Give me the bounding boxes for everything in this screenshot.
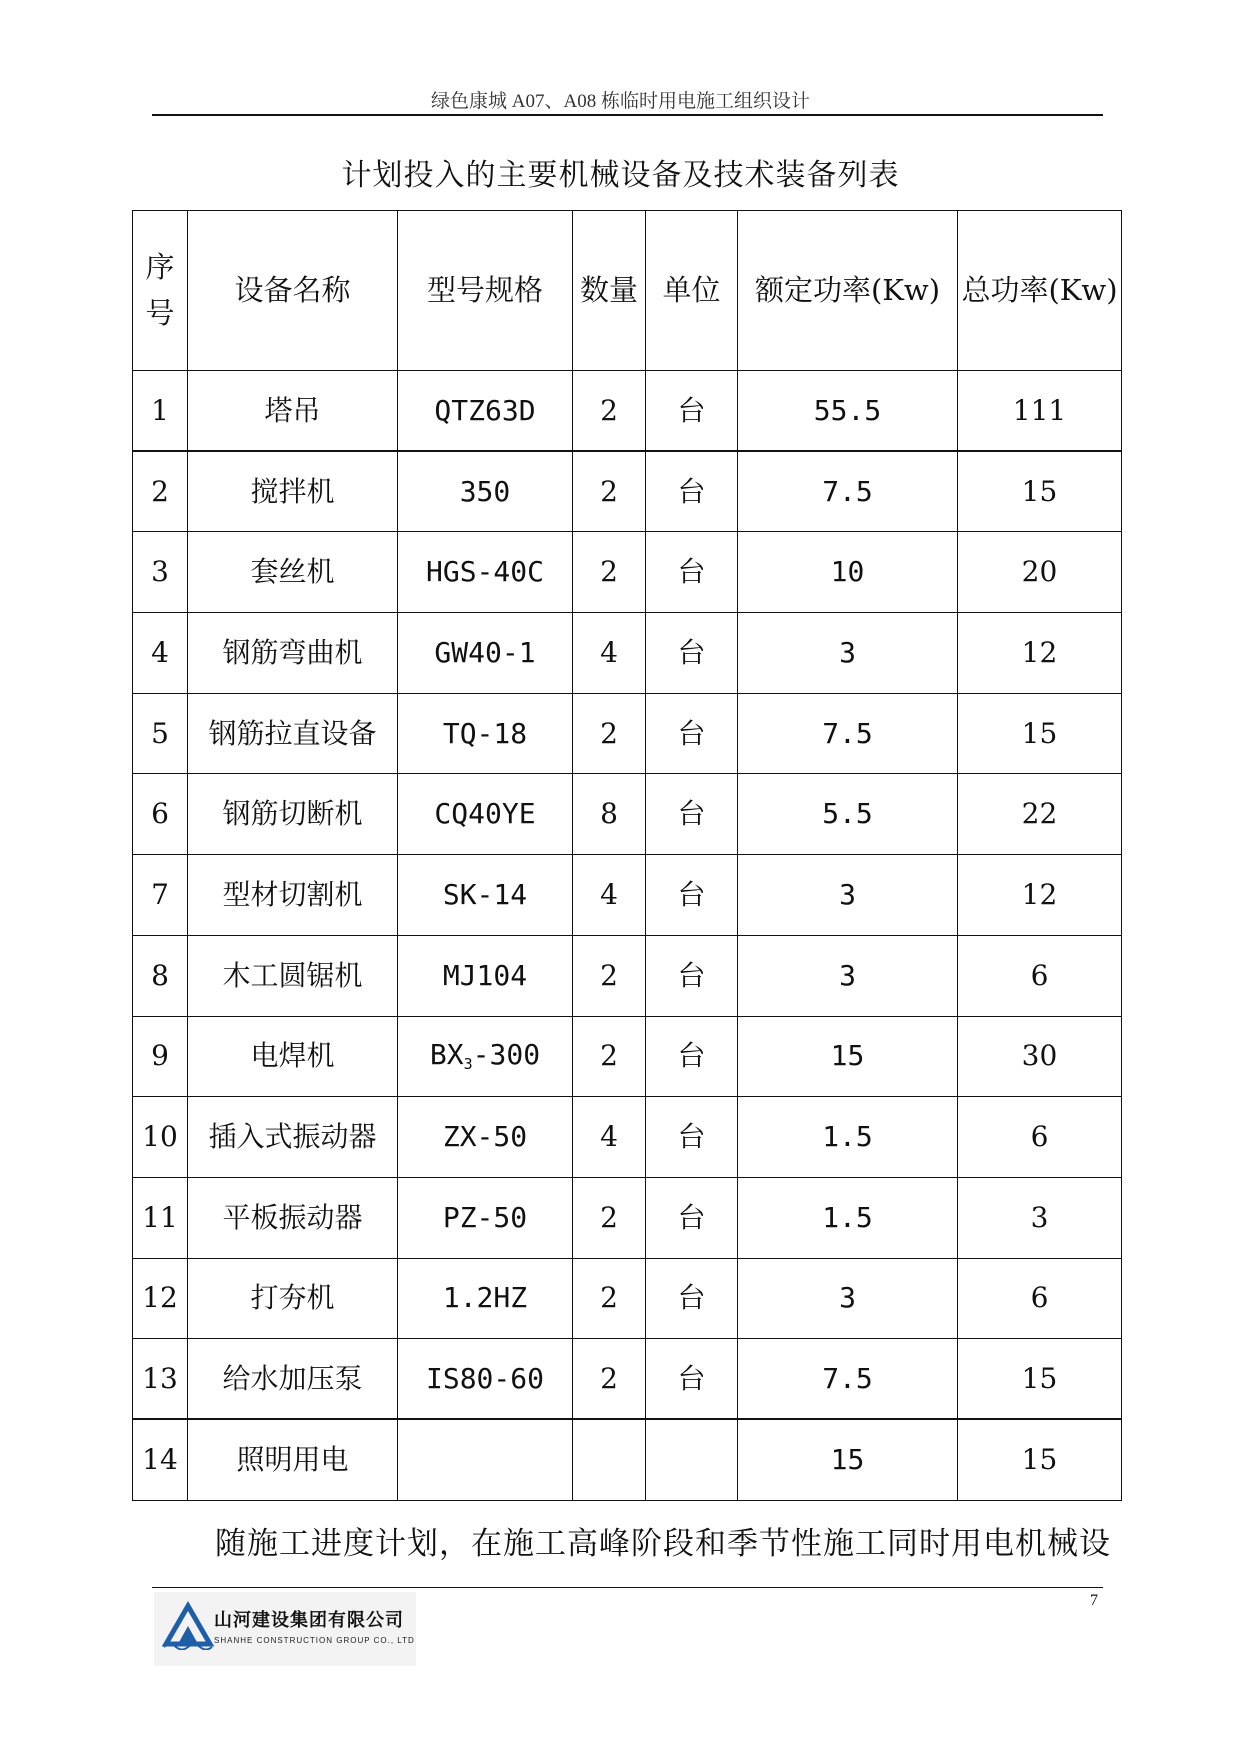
cell-unit: 台: [646, 532, 738, 613]
cell-total-power: 15: [958, 451, 1122, 532]
cell-model: [398, 371, 573, 452]
cell-qty: 2: [573, 935, 646, 1016]
model-text: PZ-50: [442, 1200, 528, 1234]
cell-seq: 14: [133, 1419, 188, 1500]
cell-name: 插入式振动器: [188, 1097, 398, 1178]
table-row: [133, 774, 1122, 855]
cell-name: 照明用电: [188, 1419, 398, 1500]
cell-unit: 台: [646, 1258, 738, 1339]
cell-seq: 7: [133, 855, 188, 936]
cell-model: [398, 1419, 573, 1500]
table-row: [133, 693, 1122, 774]
cell-total-power: 12: [958, 613, 1122, 694]
cell-total-power: 111: [958, 371, 1122, 452]
header-divider: [152, 114, 1103, 116]
footnote-text: 随施工进度计划，在施工高峰阶段和季节性施工同时用电机械设: [215, 1526, 1111, 1562]
cell-total-power: 15: [958, 693, 1122, 774]
cell-qty: 2: [573, 1339, 646, 1420]
cell-total-power: 15: [958, 1419, 1122, 1500]
model-text: TQ-18: [442, 716, 528, 750]
cell-model: [398, 1177, 573, 1258]
model-text: MJ104: [442, 958, 528, 992]
cell-total-power: 6: [958, 935, 1122, 1016]
page-number: 7: [1090, 1592, 1098, 1609]
col-header-seq-line1: 序: [145, 250, 175, 285]
cell-unit: 台: [646, 451, 738, 532]
cell-seq: 12: [133, 1258, 188, 1339]
cell-model: [398, 693, 573, 774]
cell-qty: 2: [573, 532, 646, 613]
company-name-cn: 山河建设集团有限公司: [214, 1610, 404, 1631]
cell-seq: 5: [133, 693, 188, 774]
table-row: [133, 1419, 1122, 1500]
cell-unit: 台: [646, 693, 738, 774]
col-header-rated-power: 额定功率(Kw): [738, 211, 958, 371]
cell-seq: 13: [133, 1339, 188, 1420]
table-title: 计划投入的主要机械设备及技术装备列表: [341, 158, 900, 193]
cell-rated-power: 55.5: [738, 371, 958, 452]
cell-rated-power: 3: [738, 613, 958, 694]
cell-rated-power: 15: [738, 1016, 958, 1097]
col-header-seq-line2: 号: [145, 295, 175, 330]
cell-model: [398, 451, 573, 532]
page-header: 绿色康城 A07、A08 栋临时用电施工组织设计: [431, 91, 810, 112]
cell-rated-power: 7.5: [738, 1339, 958, 1420]
cell-name: 型材切割机: [188, 855, 398, 936]
cell-name: 打夯机: [188, 1258, 398, 1339]
model-text: GW40-1: [434, 635, 536, 669]
cell-total-power: 22: [958, 774, 1122, 855]
cell-total-power: 30: [958, 1016, 1122, 1097]
cell-rated-power: 3: [738, 1258, 958, 1339]
cell-rated-power: 3: [738, 935, 958, 1016]
cell-model: [398, 935, 573, 1016]
cell-unit: 台: [646, 1097, 738, 1178]
cell-model: [398, 1016, 573, 1097]
model-text: HGS-40C: [425, 555, 544, 589]
cell-qty: 2: [573, 451, 646, 532]
cell-seq: 11: [133, 1177, 188, 1258]
cell-model: [398, 613, 573, 694]
model-text: BX: [429, 1038, 464, 1072]
table-row: [133, 532, 1122, 613]
cell-qty: [573, 1419, 646, 1500]
cell-unit: 台: [646, 1016, 738, 1097]
cell-total-power: 15: [958, 1339, 1122, 1420]
cell-qty: 2: [573, 1258, 646, 1339]
table-row: [133, 1016, 1122, 1097]
cell-seq: 2: [133, 451, 188, 532]
company-name-en: SHANHE CONSTRUCTION GROUP CO., LTD: [214, 1636, 415, 1645]
cell-unit: 台: [646, 1339, 738, 1420]
model-text: 350: [459, 474, 511, 508]
cell-rated-power: 3: [738, 855, 958, 936]
cell-unit: 台: [646, 371, 738, 452]
cell-qty: 4: [573, 613, 646, 694]
cell-unit: 台: [646, 855, 738, 936]
cell-name: 给水加压泵: [188, 1339, 398, 1420]
col-header-total-power: 总功率(Kw): [958, 211, 1122, 371]
cell-seq: 10: [133, 1097, 188, 1178]
model-text: ZX-50: [442, 1119, 528, 1153]
col-header-qty: 数量: [573, 211, 646, 371]
cell-qty: 2: [573, 1177, 646, 1258]
cell-name: 电焊机: [188, 1016, 398, 1097]
table-row: [133, 855, 1122, 936]
cell-model: [398, 1339, 573, 1420]
cell-seq: 4: [133, 613, 188, 694]
cell-model: [398, 855, 573, 936]
cell-rated-power: 10: [738, 532, 958, 613]
cell-model: [398, 532, 573, 613]
cell-rated-power: 5.5: [738, 774, 958, 855]
cell-name: 钢筋弯曲机: [188, 613, 398, 694]
cell-name: 塔吊: [188, 371, 398, 452]
table-row: [133, 1097, 1122, 1178]
table-row: [133, 1339, 1122, 1420]
cell-seq: 6: [133, 774, 188, 855]
cell-name: 木工圆锯机: [188, 935, 398, 1016]
cell-total-power: 6: [958, 1097, 1122, 1178]
equipment-table: [132, 210, 1122, 1501]
cell-unit: 台: [646, 1177, 738, 1258]
cell-rated-power: 15: [738, 1419, 958, 1500]
company-logo: [154, 1592, 416, 1666]
table-row: [133, 613, 1122, 694]
table-row: [133, 371, 1122, 452]
cell-total-power: 12: [958, 855, 1122, 936]
cell-name: 钢筋拉直设备: [188, 693, 398, 774]
cell-rated-power: 1.5: [738, 1097, 958, 1178]
cell-name: 平板振动器: [188, 1177, 398, 1258]
cell-qty: 8: [573, 774, 646, 855]
col-header-name: 设备名称: [188, 211, 398, 371]
cell-total-power: 3: [958, 1177, 1122, 1258]
cell-unit: [646, 1419, 738, 1500]
cell-rated-power: 1.5: [738, 1177, 958, 1258]
cell-qty: 4: [573, 855, 646, 936]
cell-qty: 4: [573, 1097, 646, 1178]
cell-name: 套丝机: [188, 532, 398, 613]
table-row: [133, 451, 1122, 532]
cell-rated-power: 7.5: [738, 451, 958, 532]
col-header-model: 型号规格: [398, 211, 573, 371]
model-text: QTZ63D: [434, 393, 536, 427]
cell-seq: 8: [133, 935, 188, 1016]
footer-divider: [152, 1587, 1103, 1588]
cell-unit: 台: [646, 935, 738, 1016]
model-text: IS80-60: [425, 1361, 544, 1395]
model-suffix: -300: [472, 1038, 541, 1072]
cell-model: [398, 774, 573, 855]
cell-seq: 3: [133, 532, 188, 613]
cell-model: [398, 1258, 573, 1339]
company-logo-icon: [162, 1600, 218, 1650]
cell-seq: 1: [133, 371, 188, 452]
cell-qty: 2: [573, 371, 646, 452]
cell-unit: 台: [646, 774, 738, 855]
cell-seq: 9: [133, 1016, 188, 1097]
cell-total-power: 20: [958, 532, 1122, 613]
cell-qty: 2: [573, 693, 646, 774]
cell-model: [398, 1097, 573, 1178]
cell-qty: 2: [573, 1016, 646, 1097]
model-text: SK-14: [442, 877, 528, 911]
cell-name: 钢筋切断机: [188, 774, 398, 855]
model-subscript: 3: [463, 1055, 473, 1074]
table-header-row: [133, 211, 1122, 371]
model-text: CQ40YE: [434, 797, 536, 831]
cell-unit: 台: [646, 613, 738, 694]
col-header-unit: 单位: [646, 211, 738, 371]
cell-rated-power: 7.5: [738, 693, 958, 774]
model-text: 1.2HZ: [442, 1281, 528, 1315]
cell-total-power: 6: [958, 1258, 1122, 1339]
cell-name: 搅拌机: [188, 451, 398, 532]
col-header-seq: [133, 211, 188, 371]
table-row: [133, 1177, 1122, 1258]
table-row: [133, 935, 1122, 1016]
table-row: [133, 1258, 1122, 1339]
